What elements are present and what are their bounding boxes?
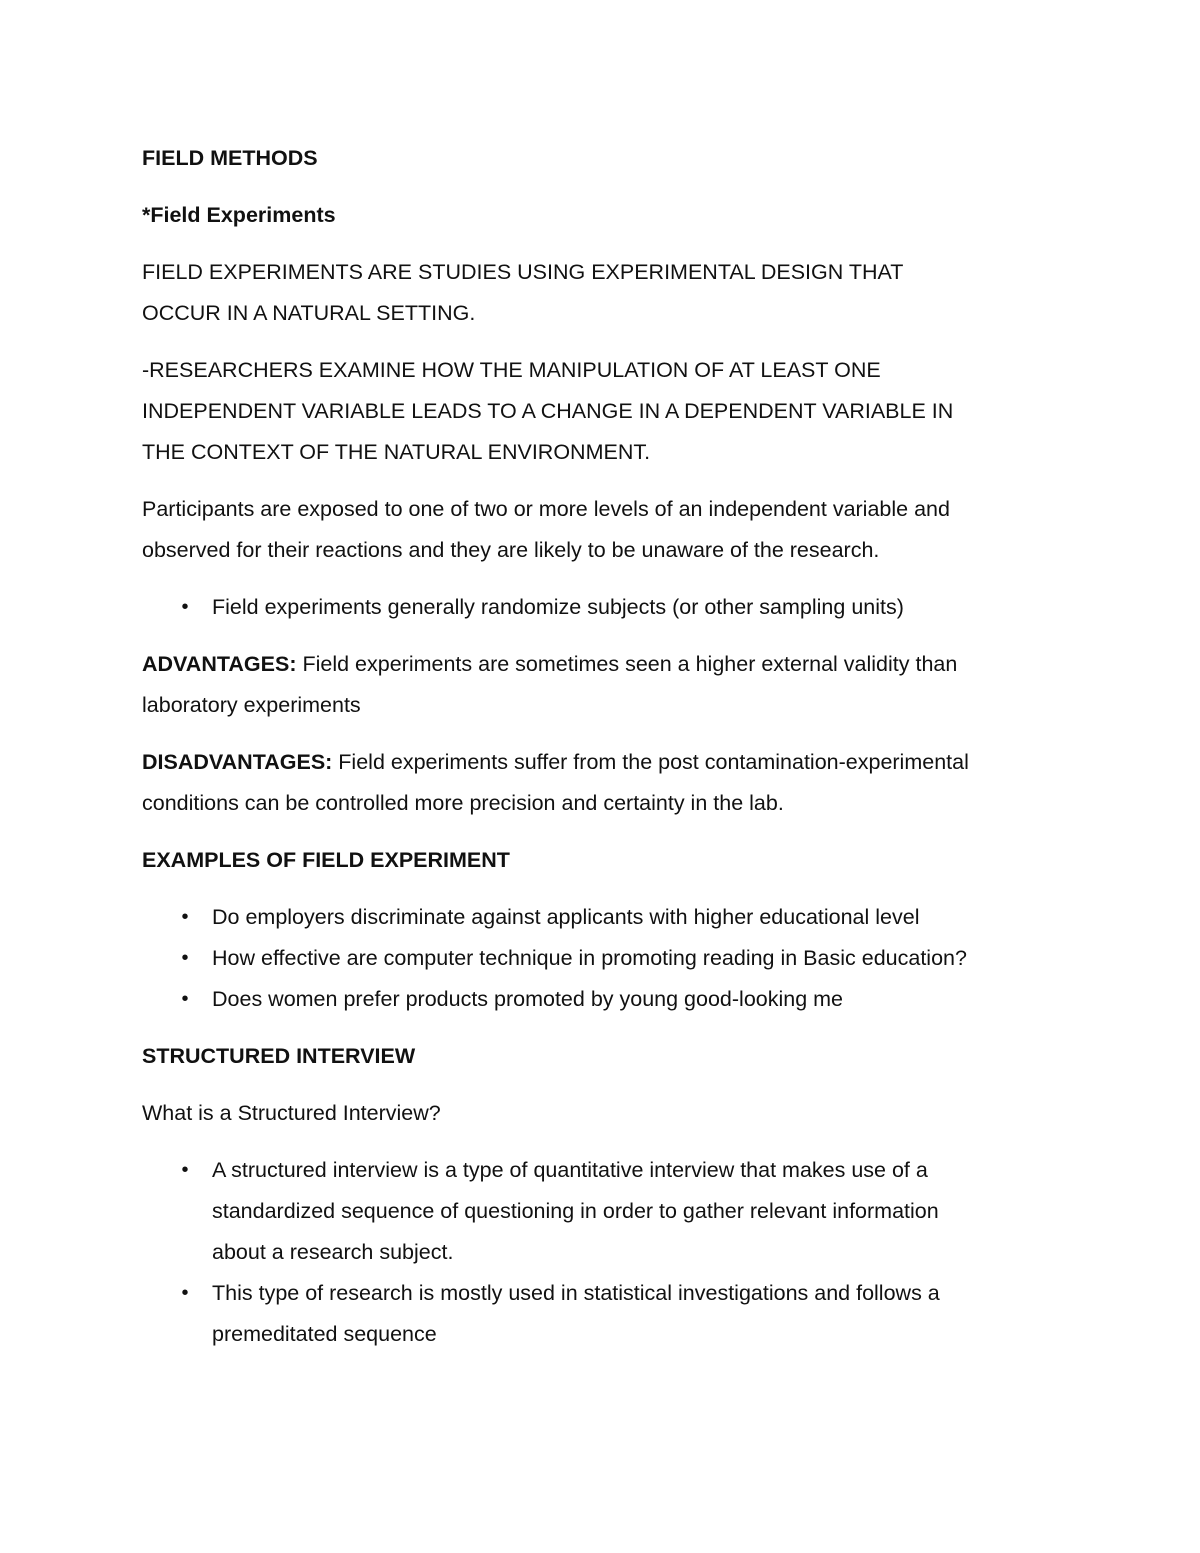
list-item — [142, 587, 1062, 628]
participants-paragraph — [142, 489, 1062, 571]
text-line: premeditated sequence — [212, 1322, 437, 1346]
text-line: observed for their reactions and they are likely to be unaware of the research. — [142, 538, 880, 562]
list-item — [142, 938, 1062, 979]
examples-list — [142, 897, 1062, 1020]
bullet-icon: • — [181, 947, 189, 969]
text-line — [142, 644, 1062, 685]
text-line: This type of research is mostly used in statistical investigations and follows a — [212, 1281, 940, 1305]
text-line: THE CONTEXT OF THE NATURAL ENVIRONMENT. — [142, 440, 651, 464]
text-line — [142, 742, 1062, 783]
document-body — [142, 138, 1062, 1355]
advantages-label: ADVANTAGES: — [142, 652, 297, 676]
list-item — [142, 979, 1062, 1020]
text-line: OCCUR IN A NATURAL SETTING. — [142, 301, 476, 325]
advantages-paragraph — [142, 644, 1062, 726]
structured-heading: STRUCTURED INTERVIEW — [142, 1044, 416, 1068]
list-item-text: How effective are computer technique in promoting reading in Basic education? — [212, 946, 967, 970]
text-line: about a research subject. — [212, 1240, 454, 1264]
disadvantages-label: DISADVANTAGES: — [142, 750, 333, 774]
document-title: FIELD METHODS — [142, 146, 318, 170]
bullet-icon: • — [181, 988, 189, 1010]
examples-heading: EXAMPLES OF FIELD EXPERIMENT — [142, 848, 510, 872]
list-item-text — [212, 1150, 1062, 1273]
list-item-text: Does women prefer products promoted by young good-looking me — [212, 987, 844, 1011]
bullet-icon: • — [181, 596, 189, 618]
advantages-text: Field experiments are sometimes seen a higher external validity than — [296, 652, 958, 676]
text-line: FIELD EXPERIMENTS ARE STUDIES USING EXPERIMENTAL DESIGN THAT — [142, 260, 904, 284]
bullet-icon: • — [181, 906, 189, 928]
text-line: conditions can be controlled more precision and certainty in the lab. — [142, 791, 784, 815]
definition-paragraph — [142, 252, 1062, 334]
disadvantages-text: Field experiments suffer from the post contamination-experimental — [332, 750, 969, 774]
section-subtitle: *Field Experiments — [142, 203, 336, 227]
list-item-text: Field experiments generally randomize subjects (or other sampling units) — [212, 595, 904, 619]
text-line: Participants are exposed to one of two or more levels of an independent variable and — [142, 497, 950, 521]
list-item — [142, 1150, 1062, 1273]
bullet-icon: • — [181, 1282, 189, 1304]
text-line: standardized sequence of questioning in order to gather relevant information — [212, 1199, 939, 1223]
list-item-text: Do employers discriminate against applicants with higher educational level — [212, 905, 920, 929]
structured-question: What is a Structured Interview? — [142, 1101, 441, 1125]
list-item-text — [212, 1273, 1062, 1355]
disadvantages-paragraph — [142, 742, 1062, 824]
text-line: A structured interview is a type of quantitative interview that makes use of a — [212, 1158, 928, 1182]
list-item — [142, 897, 1062, 938]
text-line: -RESEARCHERS EXAMINE HOW THE MANIPULATION OF AT LEAST ONE — [142, 358, 881, 382]
list-item — [142, 1273, 1062, 1355]
text-line: laboratory experiments — [142, 693, 361, 717]
bullet-icon: • — [181, 1159, 189, 1181]
text-line: INDEPENDENT VARIABLE LEADS TO A CHANGE IN A DEPENDENT VARIABLE IN — [142, 399, 954, 423]
randomize-list — [142, 587, 1062, 628]
researchers-paragraph — [142, 350, 1062, 473]
structured-list — [142, 1150, 1062, 1355]
